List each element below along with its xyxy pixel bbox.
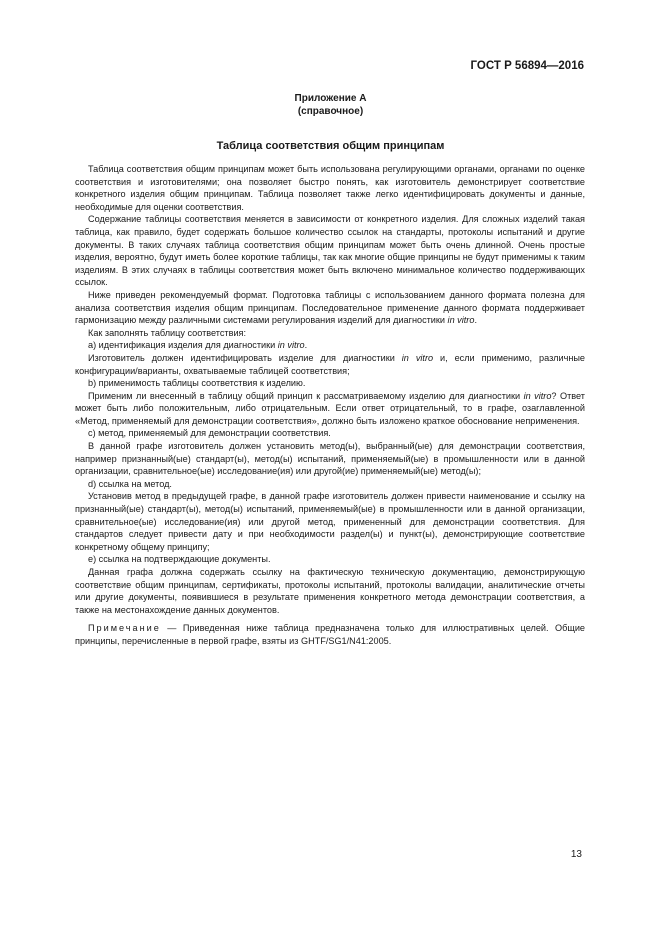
paragraph-text: Применим ли внесенный в таблицу общий принцип к рассматриваемому изделию для диагностики (88, 390, 524, 401)
standard-code: ГОСТ Р 56894—2016 (470, 60, 584, 72)
document-body (75, 163, 585, 648)
paragraph-text: Ниже приведен рекомендуемый формат. Подготовка таблицы с использованием данного формата полезна для анализа соответствия изделия общим принципам. Последовательное применение данного формата поддерживает гармонизацию между различными системами регулирования изделий для диагностики (75, 289, 585, 326)
appendix-title: Приложение А (294, 93, 367, 104)
note-dash: — (160, 623, 183, 634)
italic-term: in vitro (277, 340, 305, 351)
paragraph: В данной графе изготовитель должен установить метод(ы), выбранный(ые) для демонстрации соответствия, например признанный(ые) стандарт(ы), метод(ы) испытаний, применяемый(ые) в промышленности или в данной организации, сравнительное(ые) исследование(ия) или другой(ие) применяемый(ые) метод(ы); (75, 441, 585, 477)
paragraph-text: ? Ответ может быть либо положительным, либо отрицательным. Если ответ отрицательный, то в графе, озаглавленной «Метод, применяемый для демонстрации соответствия», должно быть изложено краткое обоснование неприменения. (75, 390, 585, 426)
appendix-subtitle: (справочное) (297, 106, 364, 117)
paragraph-text: . (304, 340, 308, 351)
list-item-d: d) ссылка на метод. (88, 478, 172, 489)
list-item-c: с) метод, применяемый для демонстрации соответствия. (88, 428, 331, 439)
paragraph: Как заполнять таблицу соответствия: (88, 327, 247, 338)
paragraph (75, 289, 585, 327)
paragraph-text: и, если применимо, различные конфигурации/варианты, охватываемые таблицей соответствия; (75, 352, 585, 376)
italic-term: in vitro (401, 352, 434, 363)
paragraph: Данная графа должна содержать ссылку на фактическую техническую документацию, демонстрирующую соответствие общим принципам, сертификаты, протоколы испытаний, протоколы валидации, аналитические отчеты или другие документы, появившиеся в результате применения конкретного метода демонстрации соответствия, а также на местонахождение данных документов. (75, 567, 585, 615)
italic-term: in vitro (447, 315, 475, 326)
document-title: Таблица соответствия общим принципам (216, 140, 445, 152)
list-item-b: b) применимость таблицы соответствия к изделию. (88, 378, 306, 389)
italic-term: in vitro (523, 390, 552, 401)
paragraph-text: Изготовитель должен идентифицировать изделие для диагностики (88, 352, 402, 363)
paragraph (75, 352, 585, 377)
note-text: Приведенная ниже таблица предназначена только для иллюстративных целей. Общие принципы, перечисленные в первой графе, взяты из GHTF/SG1/N41:2005. (75, 623, 585, 646)
list-item-a (75, 339, 585, 352)
page-number: 13 (570, 849, 582, 860)
paragraph: Таблица соответствия общим принципам может быть использована регулирующими органами, органами по оценке соответствия и изготовителями; она позволяет быстро понять, как изготовитель демонстрирует соответствие конкретного изделия общим принципам. Таблица позволяет также легко идентифицировать документы и данные, необходимые для оценки соответствия. (75, 164, 585, 212)
note-label: Примечание (88, 623, 161, 634)
paragraph-text: . (474, 315, 477, 326)
list-item-e: е) ссылка на подтверждающие документы. (88, 554, 271, 565)
paragraph-text: а) идентификация изделия для диагностики (88, 340, 278, 351)
paragraph: Установив метод в предыдущей графе, в данной графе изготовитель должен привести наименование и ссылку на признанный(ые) стандарт(ы), метод(ы) испытаний, применяемый(ые) в промышленности или в данной организации, сравнительное(ые) исследование(ия) или другой метод, примененный для демонстрации соответствия. Для стандартов следует привести дату и при необходимости раздел(ы) и пункт(ы), демонстрирующие соответствие конкретному общему принципу; (75, 491, 585, 552)
note (75, 622, 585, 647)
paragraph (75, 390, 585, 428)
appendix-heading (0, 92, 661, 118)
paragraph: Содержание таблицы соответствия меняется в зависимости от конкретного изделия. Для сложных изделий такая таблица, как правило, будет содержать большое количество ссылок на стандарты, протоколы испытаний и другие документы. В таких случаях таблица соответствия общим принципам может быть очень длинной. Очень простые изделия, вероятно, будут иметь более короткие таблицы, так как многие общие принципы не будут применимы к таким изделиям. В этих случаях в таблицы соответствия может быть включено минимальное количество поддерживающих ссылок. (75, 214, 585, 288)
